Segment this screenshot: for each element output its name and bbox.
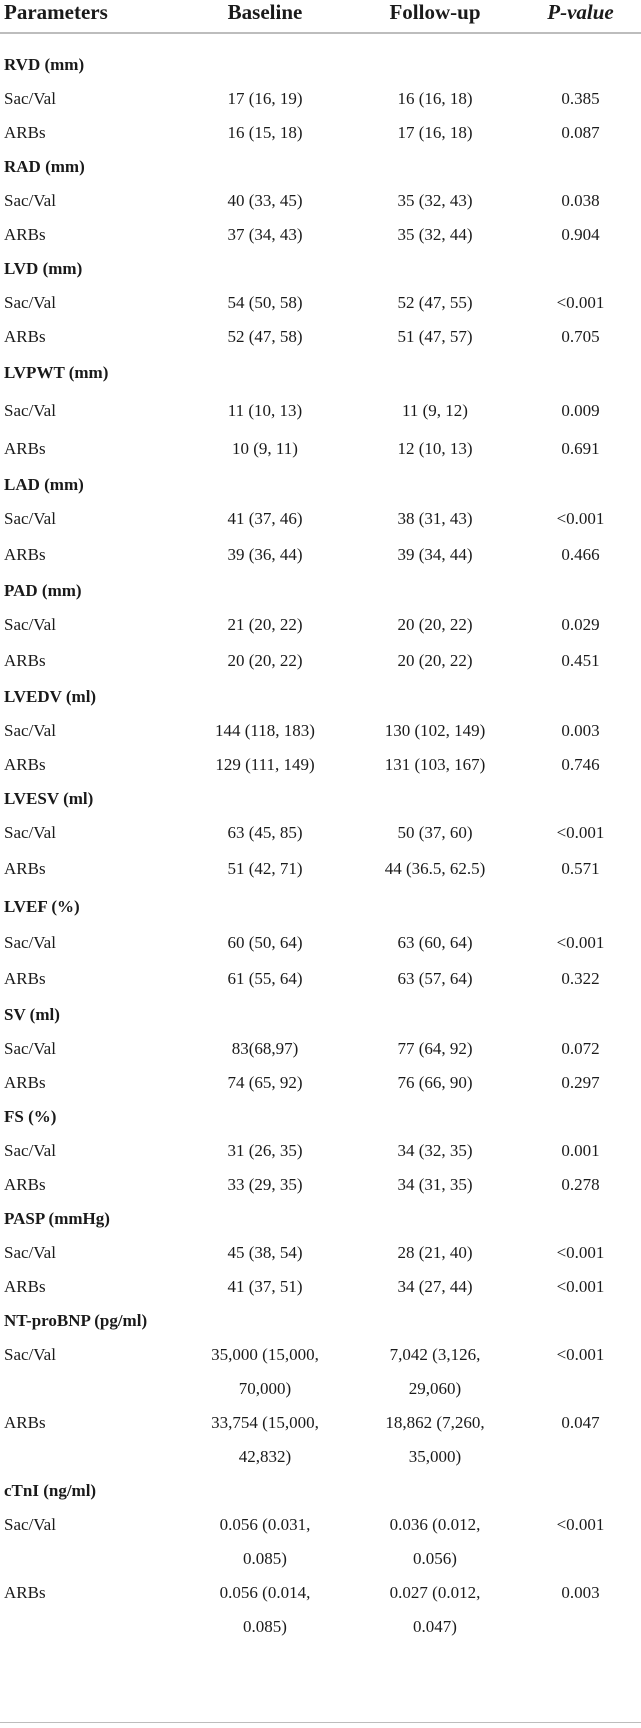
baseline-line-1: 0.056 (0.014, — [219, 1583, 311, 1602]
row-label: ARBs — [4, 859, 46, 878]
pvalue-cell: <0.001 — [556, 823, 605, 842]
row-label: Sac/Val — [4, 721, 56, 740]
pvalue-cell: <0.001 — [556, 1515, 605, 1534]
baseline-cell: 11 (10, 13) — [227, 401, 303, 420]
pvalue-cell: 0.003 — [561, 721, 600, 740]
pvalue-cell: <0.001 — [556, 1243, 605, 1262]
table-row — [0, 816, 641, 850]
baseline-line-2: 70,000) — [238, 1379, 292, 1398]
followup-cell: 17 (16, 18) — [397, 123, 473, 142]
table-row — [0, 1508, 641, 1576]
followup-cell: 34 (31, 35) — [397, 1175, 473, 1194]
followup-line-2: 29,060) — [408, 1379, 462, 1398]
group-row — [0, 354, 641, 392]
table-row — [0, 392, 641, 430]
table-header — [0, 0, 641, 48]
group-name: LAD (mm) — [4, 475, 84, 494]
followup-line-2: 0.056) — [413, 1549, 457, 1568]
baseline-cell: 39 (36, 44) — [227, 545, 303, 564]
table-row — [0, 850, 641, 888]
pvalue-cell: 0.087 — [561, 123, 600, 142]
pvalue-cell: 0.009 — [561, 401, 600, 420]
baseline-cell: 83(68,97) — [231, 1039, 299, 1058]
followup-cell: 38 (31, 43) — [397, 509, 473, 528]
table-row — [0, 218, 641, 252]
baseline-cell — [180, 1406, 350, 1474]
baseline-line-1: 33,754 (15,000, — [211, 1413, 319, 1432]
group-name: FS (%) — [4, 1107, 57, 1126]
table-body — [0, 48, 641, 1644]
baseline-cell: 31 (26, 35) — [227, 1141, 303, 1160]
row-label: ARBs — [4, 225, 46, 244]
followup-cell — [350, 1338, 520, 1406]
group-row — [0, 1474, 641, 1508]
followup-cell: 44 (36.5, 62.5) — [384, 859, 486, 878]
followup-cell: 50 (37, 60) — [397, 823, 473, 842]
row-label: Sac/Val — [4, 509, 56, 528]
baseline-cell: 20 (20, 22) — [227, 651, 303, 670]
pvalue-cell: 0.297 — [561, 1073, 600, 1092]
followup-cell — [350, 1576, 520, 1644]
baseline-cell: 17 (16, 19) — [227, 89, 303, 108]
baseline-cell: 61 (55, 64) — [227, 969, 303, 988]
table-row — [0, 748, 641, 782]
table-row — [0, 642, 641, 680]
header-pvalue: P-value — [520, 0, 641, 33]
table-row — [0, 1032, 641, 1066]
followup-cell: 16 (16, 18) — [397, 89, 473, 108]
table-row — [0, 82, 641, 116]
group-name: SV (ml) — [4, 1005, 60, 1024]
pvalue-cell: <0.001 — [556, 509, 605, 528]
baseline-line-2: 0.085) — [243, 1549, 287, 1568]
table-bottom-rule — [0, 1722, 641, 1723]
followup-cell: 34 (32, 35) — [397, 1141, 473, 1160]
pvalue-cell: 0.038 — [561, 191, 600, 210]
group-name: PASP (mmHg) — [4, 1209, 110, 1228]
table-row — [0, 1134, 641, 1168]
row-label: ARBs — [4, 1277, 46, 1296]
pvalue-cell: 0.278 — [561, 1175, 600, 1194]
baseline-line-2: 0.085) — [243, 1617, 287, 1636]
baseline-cell: 37 (34, 43) — [227, 225, 303, 244]
group-row — [0, 782, 641, 816]
baseline-cell: 41 (37, 46) — [227, 509, 303, 528]
group-name: NT-proBNP (pg/ml) — [4, 1311, 148, 1330]
group-name: LVPWT (mm) — [4, 363, 109, 382]
followup-cell: 63 (57, 64) — [397, 969, 473, 988]
followup-line-1: 7,042 (3,126, — [389, 1345, 481, 1364]
baseline-cell — [180, 1508, 350, 1576]
baseline-cell: 129 (111, 149) — [215, 755, 315, 774]
pvalue-cell: 0.691 — [561, 439, 600, 458]
group-name: cTnI (ng/ml) — [4, 1481, 97, 1500]
pvalue-cell: 0.705 — [561, 327, 600, 346]
followup-cell: 39 (34, 44) — [397, 545, 473, 564]
group-name: LVESV (ml) — [4, 789, 94, 808]
baseline-cell: 52 (47, 58) — [227, 327, 303, 346]
row-label: Sac/Val — [4, 293, 56, 312]
group-row — [0, 1100, 641, 1134]
baseline-cell: 45 (38, 54) — [227, 1243, 303, 1262]
table-row — [0, 1066, 641, 1100]
group-row — [0, 998, 641, 1032]
followup-line-1: 18,862 (7,260, — [385, 1413, 485, 1432]
baseline-cell: 54 (50, 58) — [227, 293, 303, 312]
group-row — [0, 680, 641, 714]
table-row — [0, 536, 641, 574]
pvalue-cell: 0.385 — [561, 89, 600, 108]
table-row — [0, 430, 641, 468]
followup-cell: 52 (47, 55) — [397, 293, 473, 312]
table-row — [0, 1406, 641, 1474]
row-label: ARBs — [4, 1413, 46, 1432]
baseline-cell: 21 (20, 22) — [227, 615, 303, 634]
baseline-cell: 63 (45, 85) — [227, 823, 303, 842]
followup-cell — [350, 1406, 520, 1474]
row-label: ARBs — [4, 1583, 46, 1602]
row-label: ARBs — [4, 969, 46, 988]
row-label: Sac/Val — [4, 1515, 56, 1534]
row-label: ARBs — [4, 327, 46, 346]
row-label: ARBs — [4, 1175, 46, 1194]
pvalue-cell: 0.746 — [561, 755, 600, 774]
row-label: Sac/Val — [4, 89, 56, 108]
row-label: Sac/Val — [4, 191, 56, 210]
header-baseline: Baseline — [180, 0, 350, 33]
baseline-line-2: 42,832) — [238, 1447, 292, 1466]
row-label: Sac/Val — [4, 823, 56, 842]
group-row — [0, 574, 641, 608]
pvalue-cell: 0.003 — [561, 1583, 600, 1602]
row-label: Sac/Val — [4, 1345, 56, 1364]
baseline-cell: 41 (37, 51) — [227, 1277, 303, 1296]
followup-cell — [350, 1508, 520, 1576]
group-name: LVEDV (ml) — [4, 687, 97, 706]
row-label: ARBs — [4, 755, 46, 774]
pvalue-cell: 0.029 — [561, 615, 600, 634]
row-label: Sac/Val — [4, 401, 56, 420]
pvalue-cell: 0.904 — [561, 225, 600, 244]
table-row — [0, 286, 641, 320]
pvalue-cell: 0.322 — [561, 969, 600, 988]
followup-cell: 76 (66, 90) — [397, 1073, 473, 1092]
row-label: ARBs — [4, 439, 46, 458]
table-row — [0, 1338, 641, 1406]
followup-cell: 35 (32, 43) — [397, 191, 473, 210]
followup-cell: 12 (10, 13) — [397, 439, 473, 458]
group-row — [0, 888, 641, 926]
table-row — [0, 926, 641, 960]
followup-line-1: 0.036 (0.012, — [389, 1515, 481, 1534]
table-row — [0, 502, 641, 536]
pvalue-cell: <0.001 — [556, 1277, 605, 1296]
table-row — [0, 1576, 641, 1644]
row-label: ARBs — [4, 1073, 46, 1092]
baseline-line-1: 35,000 (15,000, — [211, 1345, 319, 1364]
table-row — [0, 1168, 641, 1202]
followup-cell: 11 (9, 12) — [402, 401, 468, 420]
row-label: Sac/Val — [4, 1039, 56, 1058]
followup-cell: 35 (32, 44) — [397, 225, 473, 244]
baseline-cell: 144 (118, 183) — [215, 721, 315, 740]
baseline-cell — [180, 1338, 350, 1406]
row-label: ARBs — [4, 123, 46, 142]
pvalue-cell: 0.047 — [561, 1413, 600, 1432]
group-name: RVD (mm) — [4, 55, 85, 74]
baseline-cell: 40 (33, 45) — [227, 191, 303, 210]
row-label: Sac/Val — [4, 1243, 56, 1262]
followup-cell: 28 (21, 40) — [397, 1243, 473, 1262]
group-name: LVD (mm) — [4, 259, 83, 278]
baseline-cell — [180, 1576, 350, 1644]
followup-cell: 130 (102, 149) — [384, 721, 486, 740]
followup-cell: 51 (47, 57) — [397, 327, 473, 346]
baseline-line-1: 0.056 (0.031, — [219, 1515, 311, 1534]
table-row — [0, 608, 641, 642]
baseline-cell: 10 (9, 11) — [232, 439, 298, 458]
followup-cell: 131 (103, 167) — [384, 755, 486, 774]
header-parameters: Parameters — [0, 0, 180, 33]
group-row — [0, 468, 641, 502]
followup-cell: 63 (60, 64) — [397, 933, 473, 952]
pvalue-cell: <0.001 — [556, 293, 605, 312]
group-name: RAD (mm) — [4, 157, 85, 176]
group-row — [0, 252, 641, 286]
group-row — [0, 48, 641, 82]
group-name: LVEF (%) — [4, 897, 80, 916]
table-row — [0, 184, 641, 218]
table-row — [0, 1270, 641, 1304]
pvalue-cell: <0.001 — [556, 933, 605, 952]
followup-line-1: 0.027 (0.012, — [389, 1583, 481, 1602]
baseline-cell: 33 (29, 35) — [227, 1175, 303, 1194]
followup-cell: 34 (27, 44) — [397, 1277, 473, 1296]
followup-cell: 77 (64, 92) — [397, 1039, 473, 1058]
baseline-cell: 16 (15, 18) — [227, 123, 303, 142]
group-row — [0, 1202, 641, 1236]
group-row — [0, 1304, 641, 1338]
table-row — [0, 714, 641, 748]
row-label: ARBs — [4, 545, 46, 564]
group-name: PAD (mm) — [4, 581, 82, 600]
table-row — [0, 1236, 641, 1270]
pvalue-cell: 0.451 — [561, 651, 600, 670]
table-row — [0, 320, 641, 354]
table-row — [0, 116, 641, 150]
group-row — [0, 150, 641, 184]
pvalue-cell: <0.001 — [556, 1345, 605, 1364]
pvalue-cell: 0.466 — [561, 545, 600, 564]
row-label: Sac/Val — [4, 933, 56, 952]
pvalue-cell: 0.571 — [561, 859, 600, 878]
baseline-cell: 74 (65, 92) — [227, 1073, 303, 1092]
followup-line-2: 0.047) — [413, 1617, 457, 1636]
baseline-cell: 60 (50, 64) — [227, 933, 303, 952]
followup-cell: 20 (20, 22) — [397, 615, 473, 634]
row-label: Sac/Val — [4, 615, 56, 634]
table-row — [0, 960, 641, 998]
followup-cell: 20 (20, 22) — [397, 651, 473, 670]
row-label: Sac/Val — [4, 1141, 56, 1160]
pvalue-cell: 0.072 — [561, 1039, 600, 1058]
pvalue-cell: 0.001 — [561, 1141, 600, 1160]
followup-line-2: 35,000) — [408, 1447, 462, 1466]
row-label: ARBs — [4, 651, 46, 670]
header-followup: Follow-up — [350, 0, 520, 33]
baseline-cell: 51 (42, 71) — [227, 859, 303, 878]
